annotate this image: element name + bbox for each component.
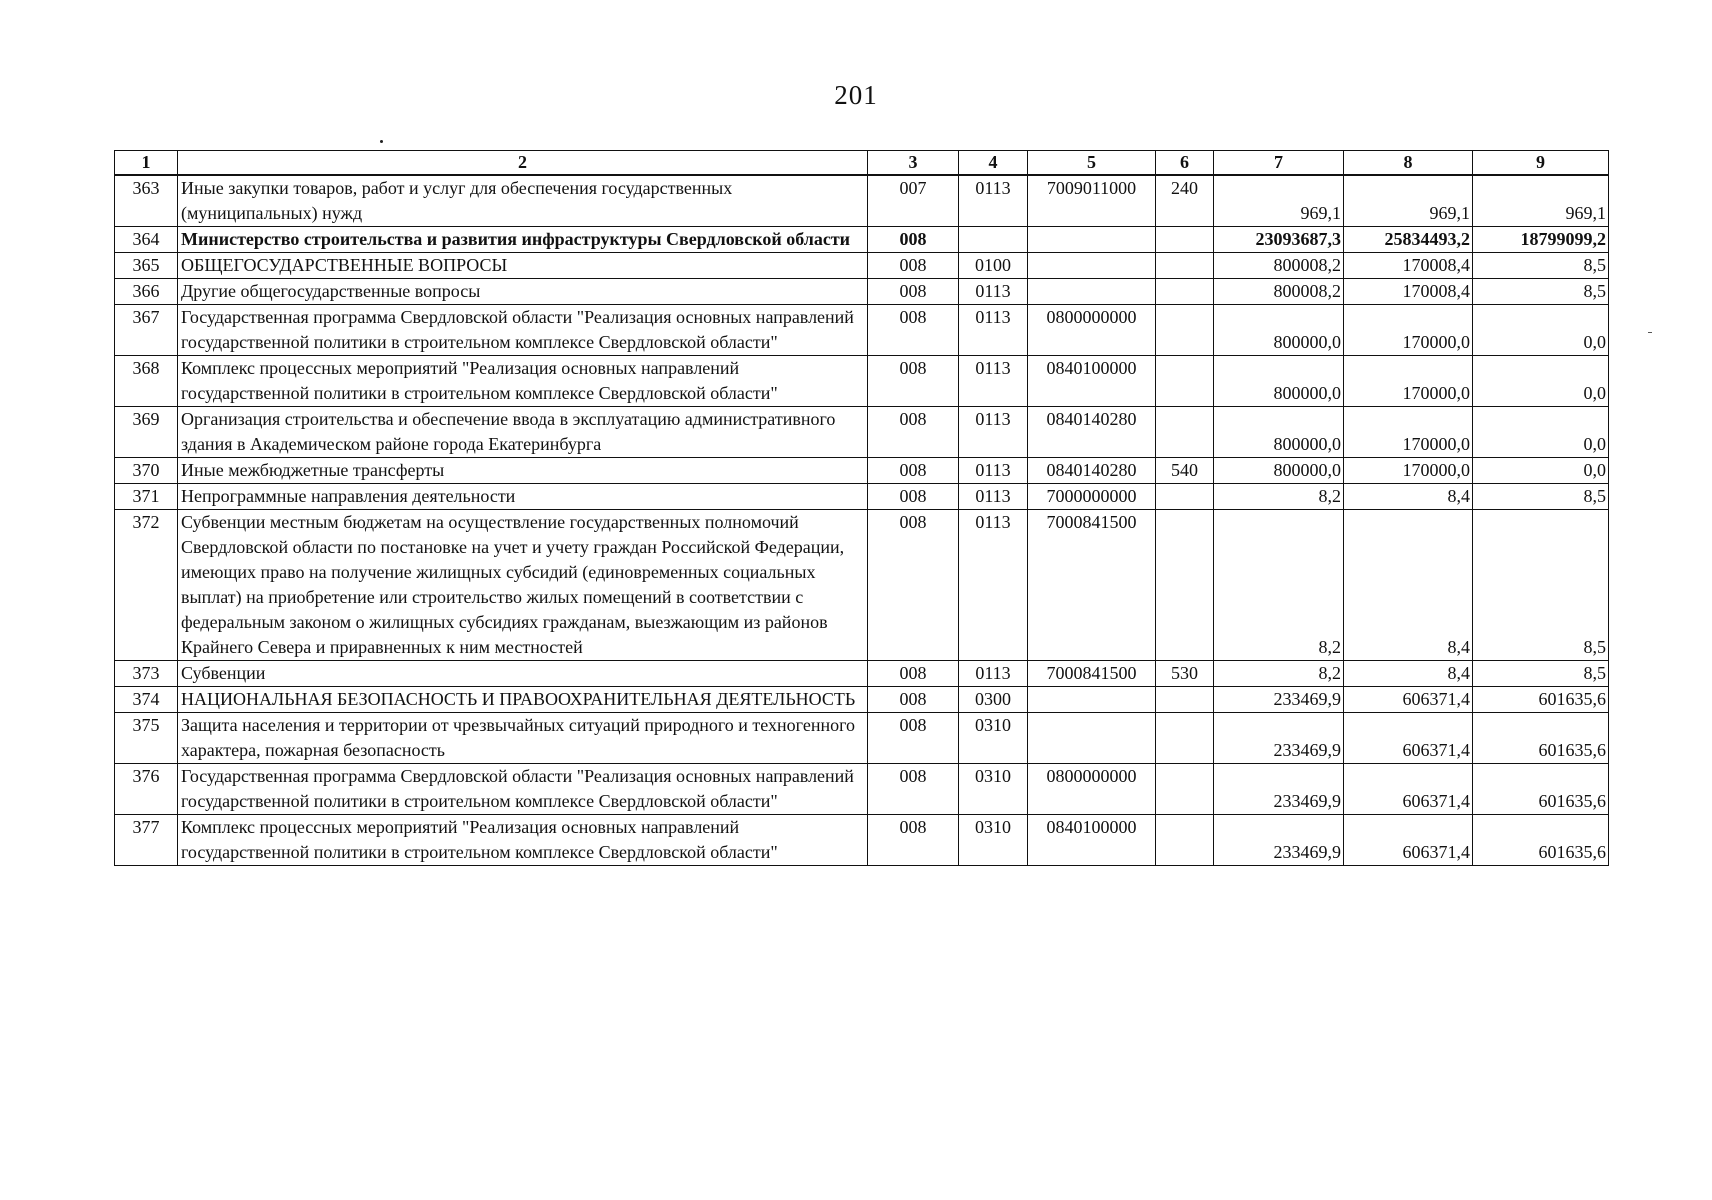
scan-mark [1648,332,1652,333]
row-amount-1: 800008,2 [1214,253,1344,279]
row-name: Субвенции местным бюджетам на осуществление государственных полномочий Свердловской области по постановке на учет и учету граждан Российской Федерации, имеющих право на получение жилищных субсидий (единовременных социальных выплат) на приобретение или строительство жилых помещений в соответствии с федеральным законом о жилищных субсидиях гражданам, выезжающим из районов Крайнего Севера и приравненных к ним местностей [178,510,868,661]
row-ministry-code: 008 [868,687,959,713]
row-target-code: 0840100000 [1028,815,1156,866]
row-amount-3: 0,0 [1473,305,1609,356]
row-amount-3: 8,5 [1473,253,1609,279]
row-name: Министерство строительства и развития инфраструктуры Свердловской области [178,227,868,253]
row-expense-type: 540 [1156,458,1214,484]
row-number: 370 [115,458,178,484]
column-header-4: 4 [959,151,1028,176]
row-section-code: 0113 [959,407,1028,458]
row-target-code [1028,253,1156,279]
row-amount-1: 800000,0 [1214,356,1344,407]
row-expense-type [1156,713,1214,764]
row-target-code: 0840100000 [1028,356,1156,407]
column-header-8: 8 [1344,151,1473,176]
row-amount-2: 8,4 [1344,661,1473,687]
table-row [115,661,1609,687]
row-ministry-code: 008 [868,305,959,356]
row-ministry-code: 007 [868,175,959,227]
row-section-code [959,227,1028,253]
row-amount-2: 170000,0 [1344,305,1473,356]
row-expense-type [1156,687,1214,713]
row-expense-type [1156,227,1214,253]
row-ministry-code: 008 [868,661,959,687]
row-name: Государственная программа Свердловской области "Реализация основных направлений государственной политики в строительном комплексе Свердловской области" [178,764,868,815]
row-number: 374 [115,687,178,713]
row-section-code: 0310 [959,713,1028,764]
row-target-code [1028,713,1156,764]
row-amount-2: 606371,4 [1344,687,1473,713]
table-body [115,175,1609,866]
row-target-code [1028,227,1156,253]
row-amount-3: 0,0 [1473,356,1609,407]
row-target-code: 7000841500 [1028,510,1156,661]
row-expense-type [1156,764,1214,815]
row-amount-1: 800000,0 [1214,458,1344,484]
row-name: ОБЩЕГОСУДАРСТВЕННЫЕ ВОПРОСЫ [178,253,868,279]
row-expense-type [1156,279,1214,305]
row-section-code: 0113 [959,279,1028,305]
row-amount-2: 170008,4 [1344,279,1473,305]
scan-speck [380,140,383,143]
row-expense-type [1156,253,1214,279]
row-amount-2: 8,4 [1344,510,1473,661]
row-number: 372 [115,510,178,661]
row-target-code: 0800000000 [1028,305,1156,356]
table-row [115,279,1609,305]
page-number: 201 [834,80,878,110]
row-amount-1: 969,1 [1214,175,1344,227]
row-section-code: 0310 [959,764,1028,815]
row-number: 365 [115,253,178,279]
table-row [115,510,1609,661]
table-row [115,764,1609,815]
row-ministry-code: 008 [868,279,959,305]
row-name: Иные межбюджетные трансферты [178,458,868,484]
row-ministry-code: 008 [868,253,959,279]
table-row [115,713,1609,764]
row-amount-1: 233469,9 [1214,815,1344,866]
row-amount-2: 606371,4 [1344,713,1473,764]
row-expense-type [1156,305,1214,356]
column-header-1: 1 [115,151,178,176]
row-name: Комплекс процессных мероприятий "Реализация основных направлений государственной политики в строительном комплексе Свердловской области" [178,356,868,407]
row-expense-type [1156,815,1214,866]
row-amount-3: 601635,6 [1473,764,1609,815]
table-row [115,484,1609,510]
row-target-code: 7009011000 [1028,175,1156,227]
table-row [115,227,1609,253]
row-name: Защита населения и территории от чрезвычайных ситуаций природного и техногенного характера, пожарная безопасность [178,713,868,764]
row-expense-type: 530 [1156,661,1214,687]
row-amount-1: 8,2 [1214,510,1344,661]
row-expense-type [1156,484,1214,510]
row-section-code: 0113 [959,175,1028,227]
row-amount-2: 170008,4 [1344,253,1473,279]
row-amount-3: 601635,6 [1473,713,1609,764]
row-ministry-code: 008 [868,407,959,458]
row-number: 366 [115,279,178,305]
row-amount-3: 8,5 [1473,661,1609,687]
row-ministry-code: 008 [868,815,959,866]
row-name: Организация строительства и обеспечение ввода в эксплуатацию административного здания в Академическом районе города Екатеринбурга [178,407,868,458]
table-header-row [115,151,1609,176]
row-amount-1: 8,2 [1214,484,1344,510]
budget-table-container [114,150,1608,866]
row-amount-3: 18799099,2 [1473,227,1609,253]
row-amount-2: 170000,0 [1344,356,1473,407]
row-target-code: 0800000000 [1028,764,1156,815]
row-section-code: 0113 [959,510,1028,661]
row-target-code: 7000000000 [1028,484,1156,510]
row-number: 376 [115,764,178,815]
row-section-code: 0113 [959,356,1028,407]
row-ministry-code: 008 [868,356,959,407]
row-ministry-code: 008 [868,713,959,764]
row-section-code: 0113 [959,661,1028,687]
column-header-2: 2 [178,151,868,176]
table-row [115,458,1609,484]
row-target-code: 0840140280 [1028,458,1156,484]
row-expense-type [1156,510,1214,661]
row-amount-2: 606371,4 [1344,764,1473,815]
table-row [115,356,1609,407]
row-name: Непрограммные направления деятельности [178,484,868,510]
row-number: 371 [115,484,178,510]
column-header-5: 5 [1028,151,1156,176]
row-amount-1: 23093687,3 [1214,227,1344,253]
row-amount-2: 25834493,2 [1344,227,1473,253]
row-ministry-code: 008 [868,458,959,484]
row-amount-3: 8,5 [1473,510,1609,661]
row-target-code: 0840140280 [1028,407,1156,458]
row-amount-1: 800008,2 [1214,279,1344,305]
row-section-code: 0310 [959,815,1028,866]
row-target-code: 7000841500 [1028,661,1156,687]
row-number: 367 [115,305,178,356]
budget-table [114,150,1609,866]
row-name: Субвенции [178,661,868,687]
table-row [115,815,1609,866]
row-ministry-code: 008 [868,484,959,510]
table-row [115,175,1609,227]
row-amount-1: 233469,9 [1214,687,1344,713]
row-number: 363 [115,175,178,227]
table-row [115,253,1609,279]
row-ministry-code: 008 [868,510,959,661]
row-number: 377 [115,815,178,866]
row-target-code [1028,687,1156,713]
table-row [115,305,1609,356]
row-section-code: 0113 [959,484,1028,510]
row-amount-1: 8,2 [1214,661,1344,687]
column-header-6: 6 [1156,151,1214,176]
row-number: 375 [115,713,178,764]
column-header-9: 9 [1473,151,1609,176]
row-name: Другие общегосударственные вопросы [178,279,868,305]
row-number: 368 [115,356,178,407]
row-amount-1: 800000,0 [1214,305,1344,356]
row-amount-1: 800000,0 [1214,407,1344,458]
row-amount-1: 233469,9 [1214,713,1344,764]
row-name: НАЦИОНАЛЬНАЯ БЕЗОПАСНОСТЬ И ПРАВООХРАНИТЕЛЬНАЯ ДЕЯТЕЛЬНОСТЬ [178,687,868,713]
row-section-code: 0113 [959,458,1028,484]
table-row [115,407,1609,458]
row-amount-3: 0,0 [1473,458,1609,484]
row-amount-2: 606371,4 [1344,815,1473,866]
row-ministry-code: 008 [868,764,959,815]
row-amount-3: 601635,6 [1473,815,1609,866]
row-amount-3: 969,1 [1473,175,1609,227]
row-number: 369 [115,407,178,458]
row-amount-1: 233469,9 [1214,764,1344,815]
row-name: Комплекс процессных мероприятий "Реализация основных направлений государственной политики в строительном комплексе Свердловской области" [178,815,868,866]
row-name: Государственная программа Свердловской области "Реализация основных направлений государственной политики в строительном комплексе Свердловской области" [178,305,868,356]
row-section-code: 0113 [959,305,1028,356]
row-name: Иные закупки товаров, работ и услуг для обеспечения государственных (муниципальных) нужд [178,175,868,227]
row-expense-type [1156,407,1214,458]
row-amount-2: 969,1 [1344,175,1473,227]
row-section-code: 0300 [959,687,1028,713]
row-amount-2: 8,4 [1344,484,1473,510]
row-expense-type [1156,356,1214,407]
row-amount-2: 170000,0 [1344,407,1473,458]
row-expense-type: 240 [1156,175,1214,227]
table-row [115,687,1609,713]
column-header-3: 3 [868,151,959,176]
row-target-code [1028,279,1156,305]
column-header-7: 7 [1214,151,1344,176]
row-amount-3: 601635,6 [1473,687,1609,713]
row-number: 373 [115,661,178,687]
row-ministry-code: 008 [868,227,959,253]
row-section-code: 0100 [959,253,1028,279]
row-amount-2: 170000,0 [1344,458,1473,484]
row-amount-3: 8,5 [1473,484,1609,510]
row-amount-3: 0,0 [1473,407,1609,458]
row-amount-3: 8,5 [1473,279,1609,305]
row-number: 364 [115,227,178,253]
